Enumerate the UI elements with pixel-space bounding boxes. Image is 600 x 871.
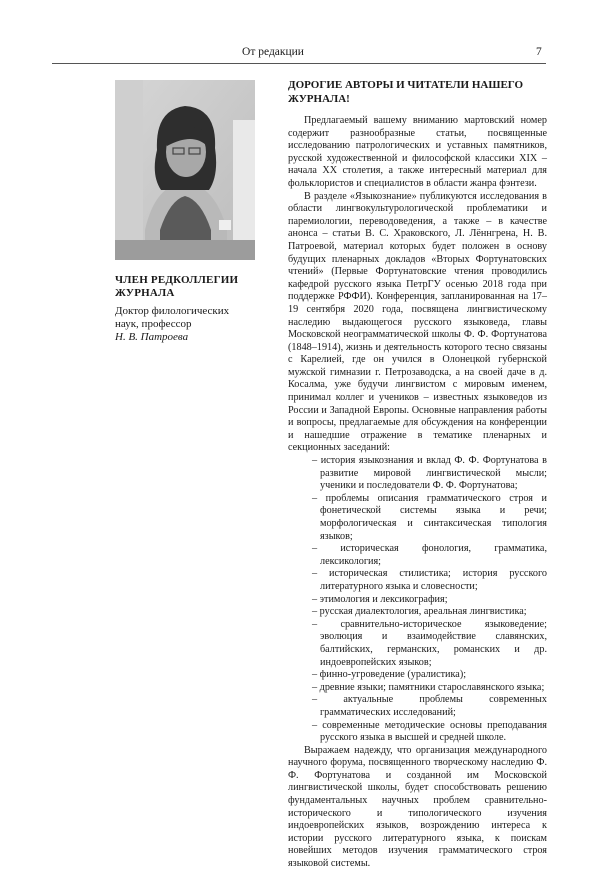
topic-item: – сравнительно-историческое языковедение; эволюция и взаимодействие славянских, балтийских, германских, романских и др. индоевропейских языков; bbox=[312, 618, 547, 668]
header-rule bbox=[52, 63, 546, 64]
topic-item: – русская диалектология, ареальная лингвистика; bbox=[312, 606, 527, 618]
topic-item: – древние языки; памятники старославянского языка; bbox=[312, 681, 545, 693]
topic-item: – современные методические основы преподавания русского языка в высшей и средней школе. bbox=[312, 719, 547, 744]
article-heading: ДОРОГИЕ АВТОРЫ И ЧИТАТЕЛИ НАШЕГО ЖУРНАЛА! bbox=[288, 79, 524, 105]
topic-item: – финно-угроведение (уралистика); bbox=[312, 669, 467, 681]
article-paragraph: Предлагаемый вашему вниманию мартовский номер содержит разнообразные статьи, посвященные исследованию патрологических и уставных памятников, русской художественной и философской классики XIX – начала XX столетия, а также интересный материал для фольклористов и специалистов в области жанра фэнтези. bbox=[288, 115, 547, 189]
topic-item: – этимология и лексикография; bbox=[312, 593, 448, 605]
topic-item: – историческая фонология, грамматика, лексикология; bbox=[312, 543, 547, 567]
topic-item: – проблемы описания грамматического строя и фонетической системы языка и речи; морфологическая и синтаксическая типология языков; bbox=[312, 492, 547, 542]
portrait-photo bbox=[115, 80, 255, 260]
caption-title: ЧЛЕН РЕДКОЛЛЕГИИ ЖУРНАЛА bbox=[115, 274, 239, 299]
article-paragraph: Выражаем надежду, что организация международного научного форума, посвященного творческому наследию Ф. Ф. Фортунатова и созданной им Московской лингвистической школы, будет способствовать решению фундаментальных научных проблем сравнительно-исторического и типологического изучения индоевропейских языков, возрождению интереса к истории русского литературного языка, к поискам новейших методов изучения грамматического строя языковой системы. bbox=[288, 744, 547, 870]
editorial-article bbox=[288, 78, 547, 871]
caption-name: Н. В. Патроева bbox=[115, 331, 189, 343]
page-number: 7 bbox=[536, 46, 542, 58]
topics-list bbox=[288, 455, 547, 745]
topic-item: – историческая стилистика; история русского литературного языка и словесности; bbox=[312, 568, 547, 592]
topic-item: – актуальные проблемы современных грамматических исследований; bbox=[312, 694, 547, 718]
topic-item: – история языкознания и вклад Ф. Ф. Фортунатова в развитие мировой лингвистической мысли; ученики и последователи Ф. Ф. Фортунатова; bbox=[312, 455, 547, 492]
editorial-member-caption bbox=[115, 274, 255, 344]
caption-role: Доктор филологических наук, профессор bbox=[115, 305, 230, 330]
running-head-title: От редакции bbox=[242, 46, 304, 58]
article-paragraph: В разделе «Языкознание» публикуются исследования в области лингвокультурологической проблематики и паремиологии, переводоведения, а также – в качестве анонса – статьи В. С. Храковского, Л. Лённгрена, Н. В. Патроевой, материал которых будет положен в основу будущих пленарных докладов «Вторых Фортунатовских чтений» (Первые Фортунатовские чтения проводились кафедрой русского языка ПетрГУ осенью 2018 года при поддержке РФФИ). Конференция, запланированная на 17–19 сентября 2020 года, посвящена лингвистическому наследию выдающегося русского языковеда, главы Московской неограмматической школы Ф. Ф. Фортунатова (1848–1914), жизнь и деятельность которого тесно связаны с Карелией, где он учился в Олонецкой губернской мужской гимназии г. Петрозаводска, а на своей даче в д. Косалма, уже будучи лингвистом с мировым именем, принимал коллег и учеников – известных языковедов из России и Западной Европы. Основные направления работы и вопросы, предлагаемые для обсуждения на конференции и нашедшие отражение в тематике пленарных и секционных заседаний: bbox=[288, 190, 547, 454]
